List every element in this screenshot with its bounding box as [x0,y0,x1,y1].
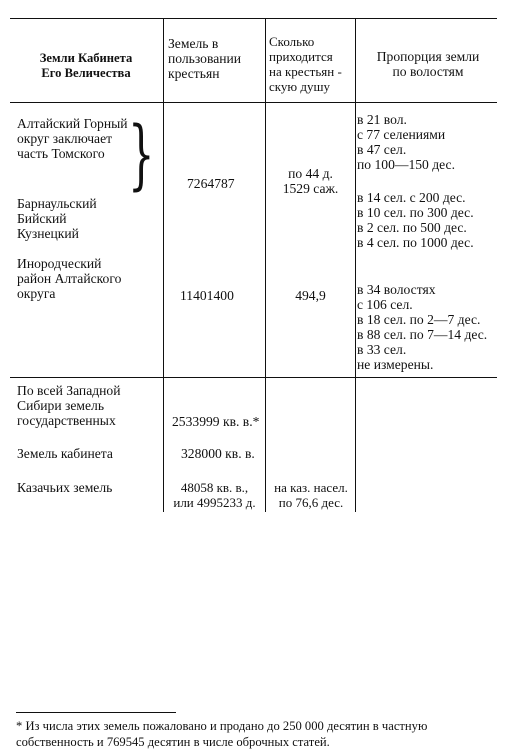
row5-name: Казачьих земель [17,480,113,495]
header-bottom-rule [10,102,497,103]
row1-proportion-b: в 14 сел. с 200 дес. в 10 сел. по 300 дес. в 2 сел. по 500 дес. в 4 сел. по 1000 дес. [357,190,474,250]
footnote-rule [16,712,176,713]
row2-name: Инородческий район Алтайского округа [17,256,122,301]
row3-land: 2533999 кв. в.* [172,414,260,429]
row2-land: 11401400 [180,288,234,303]
header-col-4: Пропорция земли по волостям [376,49,480,79]
row1-name: Алтайский Горный округ заключает часть Томского [17,116,128,161]
row5-land: 48058 кв. в., или 4995233 д. [173,480,256,510]
row1-proportion-a: в 21 вол. с 77 селениями в 47 сел. по 100—150 дес. [357,112,455,172]
row5-per-soul: на каз. насел. по 76,6 дес. [274,480,348,510]
row1-per-soul: по 44 д. 1529 саж. [282,166,339,196]
header-col-3: Сколько приходится на крестьян - скую душу [269,34,342,94]
header-col-2: Земель в пользовании крестьян [168,36,242,81]
row4-land: 328000 кв. в. [181,446,255,461]
row2-per-soul: 494,9 [295,288,326,303]
row3-name: По всей Западной Сибири земель государственных [17,383,121,428]
table-top-rule [10,18,497,19]
section-rule [10,377,497,378]
column-divider-1 [163,18,164,512]
row2-proportion: в 34 волостях с 106 сел. в 18 сел. по 2—7 дес. в 88 сел. по 7—14 дес. в 33 сел. не измерены. [357,282,488,372]
row4-name: Земель кабинета [17,446,113,461]
header-col-1: Земли Кабинета Его Величества [39,51,133,80]
column-divider-3 [355,18,356,512]
column-divider-2 [265,18,266,512]
footnote: * Из числа этих земель пожаловано и продано до 250 000 десятин в частную собственность и 769545 десятин в числе оброчных статей. [16,719,428,749]
row1-name-districts: Барнаульский Бийский Кузнецкий [17,196,97,241]
row1-land: 7264787 [187,176,235,191]
grouping-brace: } [128,109,155,198]
